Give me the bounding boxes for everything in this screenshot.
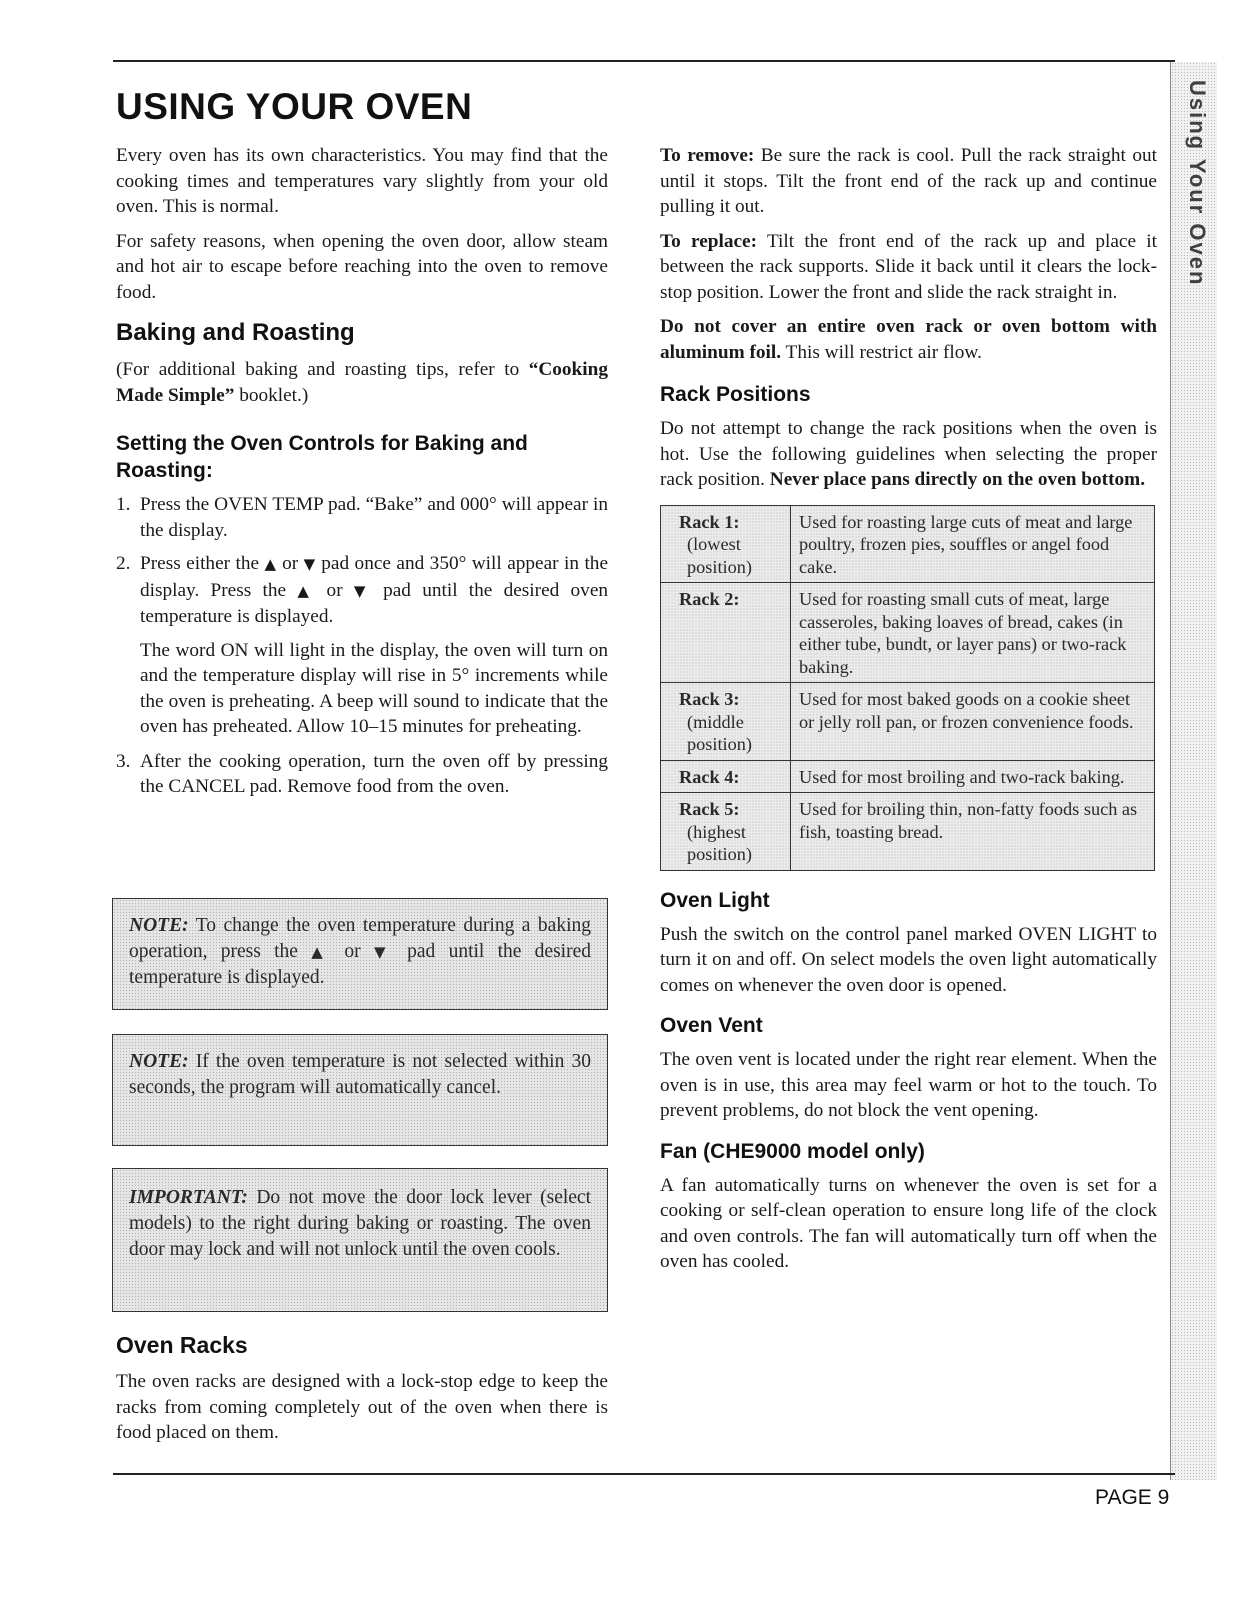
down-arrow-icon: ▼: [373, 943, 394, 961]
note-box-timeout: NOTE: If the oven temperature is not selected within 30 seconds, the program will automatically cancel.: [112, 1034, 608, 1146]
rack-description: Used for roasting small cuts of meat, large casseroles, baking loaves of bread, cakes (in either tube, bundt, or layer pans) or two-rack baking.: [791, 583, 1155, 683]
rack-label: Rack 4:: [679, 766, 740, 787]
replace-instructions: To replace: Tilt the front end of the rack up and place it between the rack supports. Slide it back until it clears the lock-stop position. Lower the front and slide the rack straight in.: [660, 230, 1157, 303]
steps-list: [116, 492, 608, 800]
table-row: [661, 760, 1155, 793]
top-rule: [113, 60, 1175, 62]
left-column: [116, 143, 608, 808]
fan-text: A fan automatically turns on whenever the oven is set for a cooking or self-clean operation to ensure long life of the clock and oven controls. The fan will automatically turn off when the oven has cooled.: [660, 1174, 1157, 1272]
foil-warning: Do not cover an entire oven rack or oven bottom with aluminum foil. This will restrict air flow.: [660, 316, 1157, 363]
rack-positions-table: [660, 505, 1155, 871]
fan-heading: Fan (CHE9000 model only): [660, 1139, 925, 1163]
table-row: [661, 583, 1155, 683]
controls-heading: Setting the Oven Controls for Baking and Roasting:: [116, 432, 528, 482]
up-arrow-icon: ▲: [311, 943, 332, 961]
oven-light-text: Push the switch on the control panel marked OVEN LIGHT to turn it on and off. On select models the oven light automatically comes on whenever the oven door is opened.: [660, 923, 1157, 996]
table-row: [661, 793, 1155, 871]
baking-note: (For additional baking and roasting tips, refer to “Cooking Made Simple” booklet.): [116, 359, 608, 406]
down-arrow-icon: ▼: [303, 555, 316, 573]
rack-description: Used for broiling thin, non-fatty foods such as fish, toasting bread.: [791, 793, 1155, 871]
right-column: [660, 143, 1157, 1284]
oven-vent-text: The oven vent is located under the right rear element. When the oven is in use, this area may feel warm or hot to the touch. To prevent problems, do not block the vent opening.: [660, 1049, 1157, 1121]
oven-vent-heading: Oven Vent: [660, 1014, 763, 1037]
baking-heading: Baking and Roasting: [116, 319, 355, 346]
oven-racks-section: [116, 1324, 608, 1455]
important-box-door-lock: IMPORTANT: Do not move the door lock lever (select models) to the right during baking or roasting. The oven door may lock and will not unlock until the oven cools.: [112, 1168, 608, 1312]
side-tab-label: Using Your Oven: [1185, 80, 1210, 287]
page-number: PAGE 9: [1095, 1486, 1170, 1509]
table-row: [661, 683, 1155, 761]
down-arrow-icon: ▼: [353, 581, 372, 600]
step-2: 2. Press either the ▲ or ▼ pad once and 350° will appear in the display. Press the ▲ or ▼ pad until the desired oven temperature is displayed. The word ON will light in the display, the oven will turn on and the temperature display will rise in 5° increments while the oven is preheating. A beep will sound to indicate that the oven has preheated. Allow 10–15 minutes for preheating.: [116, 551, 608, 740]
rack-positions-text: Do not attempt to change the rack positions when the oven is hot. Use the following guidelines when selecting the proper rack position. Never place pans directly on the oven bottom.: [660, 418, 1157, 490]
rack-sublabel: (middle position): [687, 711, 753, 754]
oven-racks-heading: Oven Racks: [116, 1332, 248, 1358]
rack-sublabel: (highest position): [687, 821, 753, 864]
step-2-continuation: The word ON will light in the display, the oven will turn on and the temperature display will rise in 5° increments while the oven is preheating. A beep will sound to indicate that the oven has preheated. Allow 10–15 minutes for preheating.: [140, 639, 608, 737]
step-1: 1. Press the OVEN TEMP pad. “Bake” and 000° will appear in the display.: [116, 494, 608, 541]
oven-light-heading: Oven Light: [660, 888, 770, 912]
rack-label: Rack 5:: [679, 799, 740, 819]
note-box-temperature: NOTE: To change the oven temperature during a baking operation, press the ▲ or ▼ pad until the desired temperature is displayed.: [112, 898, 608, 1010]
rack-description: Used for most baked goods on a cookie sheet or jelly roll pan, or frozen convenience foods.: [791, 683, 1155, 761]
page-title: USING YOUR OVEN: [116, 86, 473, 127]
rack-label: Rack 3:: [679, 689, 740, 709]
oven-racks-text: The oven racks are designed with a lock-stop edge to keep the racks from coming completely out of the oven when there is food placed on them.: [116, 1371, 608, 1443]
rack-label: Rack 1:: [679, 511, 740, 532]
up-arrow-icon: ▲: [297, 581, 316, 600]
rack-sublabel: (lowest position): [687, 534, 753, 577]
rack-label: Rack 2:: [679, 589, 740, 609]
rack-description: Used for roasting large cuts of meat and large poultry, frozen pies, souffles or angel food cake.: [791, 505, 1155, 583]
rack-description: Used for most broiling and two-rack baking.: [791, 760, 1155, 793]
up-arrow-icon: ▲: [264, 555, 277, 573]
bottom-rule: [113, 1473, 1175, 1475]
step-3: 3. After the cooking operation, turn the oven off by pressing the CANCEL pad. Remove food from the oven.: [116, 750, 608, 797]
intro-paragraph-1: Every oven has its own characteristics. You may find that the cooking times and temperatures vary slightly from your old oven. This is normal.: [116, 145, 608, 217]
table-row: [661, 505, 1155, 583]
rack-positions-heading: Rack Positions: [660, 383, 811, 406]
remove-instructions: To remove: Be sure the rack is cool. Pull the rack straight out until it stops. Tilt the front end of the rack up and continue pulling it out.: [660, 145, 1158, 217]
intro-paragraph-2: For safety reasons, when opening the oven door, allow steam and hot air to escape before reaching into the oven to remove food.: [116, 230, 608, 303]
